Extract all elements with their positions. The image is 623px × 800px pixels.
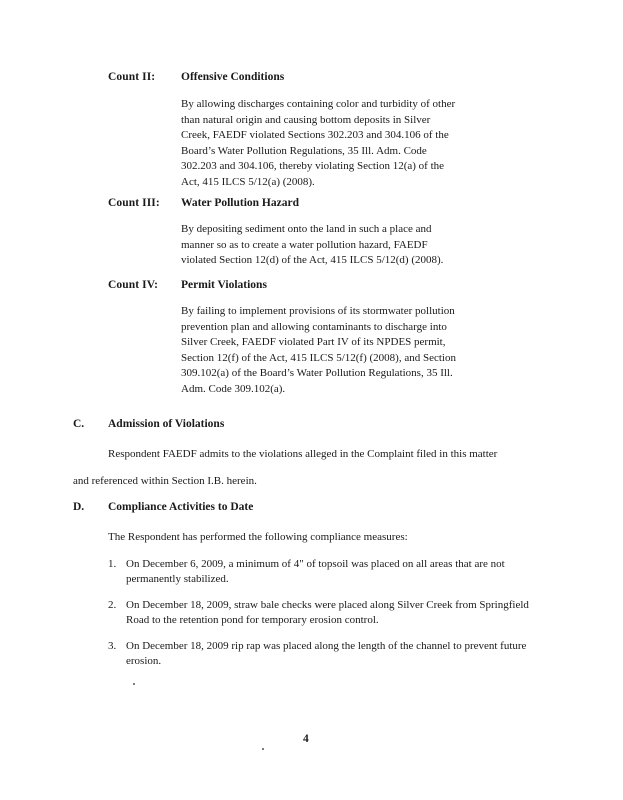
section-d-title: Compliance Activities to Date bbox=[108, 501, 254, 513]
list-item-3-number: 3. bbox=[108, 640, 117, 652]
count-4-body: By failing to implement provisions of its stormwater pollution prevention plan and allowing contaminants to discharge into Silver Creek, FAEDF violated Part IV of its NPDES permit, Section 12(f) of the Act, 415 ILCS 5/12(f) (2008), and Section 309.102(a) of the Board’s Water Pollution Regulations, 35 Ill. Adm. Code 309.102(a). bbox=[181, 305, 456, 395]
list-item-2-number: 2. bbox=[108, 599, 117, 611]
section-d-intro: The Respondent has performed the following compliance measures: bbox=[108, 531, 408, 543]
count-4-title: Permit Violations bbox=[181, 279, 267, 291]
list-item-1-number: 1. bbox=[108, 558, 117, 570]
count-3-body: By depositing sediment onto the land in such a place and manner so as to create a water pollution hazard, FAEDF violated Section 12(d) of the Act, 415 ILCS 5/12(d) (2008). bbox=[181, 223, 444, 266]
section-c-letter: C. bbox=[73, 418, 85, 430]
scan-speck bbox=[262, 748, 264, 750]
page-number: 4 bbox=[303, 733, 309, 745]
list-item-2-text: On December 18, 2009, straw bale checks were placed along Silver Creek from Springfield Road to the retention pond for temporary erosion control. bbox=[126, 599, 529, 626]
count-3-title: Water Pollution Hazard bbox=[181, 197, 299, 209]
count-2-body: By allowing discharges containing color and turbidity of other than natural origin and causing bottom deposits in Silver Creek, FAEDF violated Sections 302.203 and 304.106 of the Board’s Water Pollution Regulations, 35 Ill. Adm. Code 302.203 and 304.106, thereby violating Section 12(a) of the Act, 415 ILCS 5/12(a) (2008). bbox=[181, 98, 456, 188]
section-c-title: Admission of Violations bbox=[108, 418, 225, 430]
list-item-3-text: On December 18, 2009 rip rap was placed along the length of the channel to prevent future erosion. bbox=[126, 640, 527, 667]
count-3-label: Count III: bbox=[108, 197, 160, 209]
section-d-letter: D. bbox=[73, 501, 85, 513]
count-2-label: Count II: bbox=[108, 71, 156, 83]
section-c-paragraph-line-1: Respondent FAEDF admits to the violations alleged in the Complaint filed in this matter bbox=[108, 448, 498, 460]
section-c-paragraph-line-2: and referenced within Section I.B. herein. bbox=[73, 475, 257, 487]
list-item-1-text: On December 6, 2009, a minimum of 4" of topsoil was placed on all areas that are not permanently stabilized. bbox=[126, 558, 505, 585]
count-2-title: Offensive Conditions bbox=[181, 71, 285, 83]
count-4-label: Count IV: bbox=[108, 279, 159, 291]
scan-speck bbox=[133, 683, 135, 685]
